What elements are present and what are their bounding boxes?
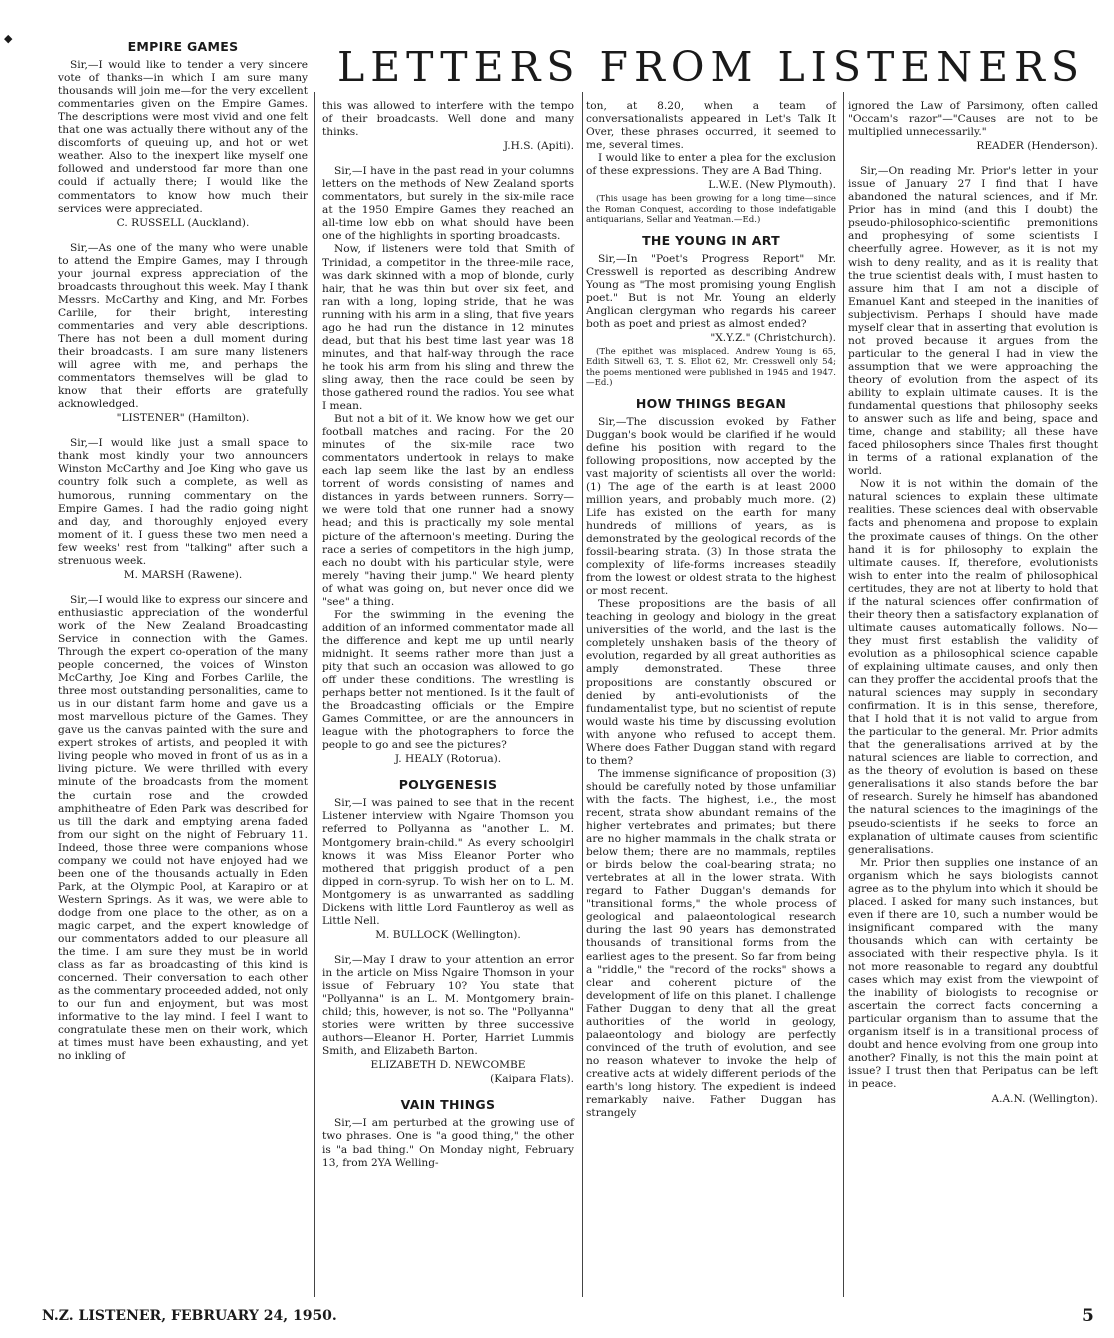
heading-polygenesis: POLYGENESIS xyxy=(398,777,498,793)
letter-paragraph: Now it is not within the domain of the natural sciences to explain these ultimate realities. These sciences deal with observable facts and phenomena and propose to explain the proximate causes of things. On the other hand it is for philosophy to explain the ultimate causes. If, therefore, evolutionists wish to enter into the realm of philosophical certitudes, they are not at liberty to hold that if the natural sciences offer confirmation of their theory then a satisfactory explanation of ultimate causes automatically follows. No—they must first establish the validity of evolution as a philosophical science capable of explaining ultimate causes, and only then can they proffer the accidental proofs that the natural sciences may supply in secondary confirmation. It is in this sense, therefore, that I hold that it is not valid to argue from the particular to the general. Mr. Prior admits that the generalisations arrived at by the natural sciences are liable to correction, and as the theory of evolution is based on these generalisations it also stands before the bar of research. Surely he himself has abandoned the natural sciences to the imaginings of the pseudo-scientists if he seeks to force an explanation of ultimate causes from scientific generalisations. xyxy=(848,478,1098,856)
column-divider xyxy=(843,92,844,1297)
letter-paragraph: Sir,—I would like to express our sincere and enthusiastic appreciation of the wonderful work of the New Zealand Broadcasting Service in connection with the Games. Through the expert co-operation of the many people concerned, the voices of Winston McCarthy, Joe King and Forbes Carlile, the three most outstanding personalities, came to us in our distant farm home and gave us a most marvellous picture of the Games. They gave us the canvas painted with the sure and expert strokes of artists, and peopled it with living people who moved in front of us as in a living picture. We were thrilled with every minute of the broadcasts from the moment the curtain rose and the crowded amphitheatre of Eden Park was described for us till the dark and emptying arena faded from our sight on the night of February 11. Indeed, those three were companions whose company we could not have enjoyed had we been one of the thousands actually in Eden Park, at the Olympic Pool, at Karapiro or at Western Springs. As it was, we were able to dodge from one place to the other, as on a magic carpet, and the expert knowledge of our commentators added to our pleasure all the time. I am sure they must be in world class as far as broadcasting of this kind is concerned. Their conversation to each other as the commentary proceeded added, not only to our fun and enjoyment, but was most informative to the lay mind. I feel I want to congratulate these men on their work, which at times must have been exhausting, and yet no inkling of xyxy=(58,593,308,1063)
letter-paragraph: Sir,—May I draw to your attention an error in the article on Miss Ngaire Thomson in your issue of February 10? You state that "Pollyanna" is an L. M. Montgomery brain-child; this, however, is not so. The "Pollyanna" stories were written by three successive authors—Eleanor H. Porter, Harriet Lummis Smith, and Elizabeth Barton. xyxy=(322,953,574,1058)
page-number: 5 xyxy=(1082,1306,1094,1326)
letter-paragraph: Sir,—I would like just a small space to thank most kindly your two announcers Winston McCarthy and Joe King who gave us country folk such a complete, as well as humorous, running commentary on the Empire Games. I had the radio going night and day, and thoroughly enjoyed every moment of it. I guess these two men need a few weeks' rest from "talking" after such a strenuous week. xyxy=(58,437,308,567)
editor-note: (This usage has been growing for a long time—since the Roman Conquest, according to those indefatigable antiquarians, Sellar and Yeatman.—Ed.) xyxy=(586,194,836,226)
letter-paragraph: Sir,—I was pained to see that in the recent Listener interview with Ngaire Thomson you referred to Pollyanna as "another L. M. Montgomery brain-child." As every schoolgirl knows it was Miss Eleanor Porter who mothered that priggish product of a pen dipped in corn-syrup. To wish her on to L. M. Montgomery is as unwarranted as saddling Dickens with little Lord Fauntleroy as well as Little Nell. xyxy=(322,797,574,927)
letter-signature: READER (Henderson). xyxy=(976,140,1098,153)
letter-paragraph: Now, if listeners were told that Smith of Trinidad, a competitor in the three-mile race, was dark skinned with a mop of blonde, curly hair, that he was thin but over six feet, and ran with a long, loping stride, that he was running with his arm in a sling, that five years ago he had run the distance in 12 minutes dead, but that his best time last year was 18 minutes, and that half-way through the race he took his arm from his sling and threw the sling away, then the race could be seen by those gathered round the radios. You see what I mean. xyxy=(322,243,574,413)
letter-signature: J. HEALY (Rotorua). xyxy=(394,753,502,766)
letter-continuation: this was allowed to interfere with the tempo of their broadcasts. Well done and many thinks. xyxy=(322,100,574,139)
letter-signature: A.A.N. (Wellington). xyxy=(991,1092,1098,1105)
letter-signature: "LISTENER" (Hamilton). xyxy=(116,412,250,425)
letter-paragraph: Sir,—I have in the past read in your columns letters on the methods of New Zealand sports commentators, but surely in the six-mile race at the 1950 Empire Games they reached an all-time low ebb on what should have been one of the highlights in sporting broadcasts. xyxy=(322,165,574,243)
letter-signature: ELIZABETH D. NEWCOMBE xyxy=(370,1059,526,1072)
letter-paragraph: Sir,—In "Poet's Progress Report" Mr. Cresswell is reported as describing Andrew Young as "The most promising young English poet." But is not Mr. Young an elderly Anglican clergyman who regards his career both as poet and priest as almost ended? xyxy=(586,252,836,330)
column-divider xyxy=(582,92,583,1297)
letter-paragraph: But not a bit of it. We know how we get our football matches and racing. For the 20 minutes of the six-mile race two commentators undertook in relays to make each lap seem like the last by an endless torrent of words consisting of names and distances in yards between runners. Sorry—we were told that one runner had a snowy head; and this is practically my sole mental picture of the afternoon's meeting. During the race a series of competitors in the high jump, each no doubt with his particular style, were merely "having their jump." We heard plenty of what was going on, but never once did we "see" a thing. xyxy=(322,413,574,608)
letter-paragraph: Sir,—On reading Mr. Prior's letter in your issue of January 27 I find that I have abandoned the natural sciences, and if Mr. Prior has in mind (and this I doubt) the pseudo-philosophico-scientific premonitions and prophesying of some scientists I cheerfully agree. However, as it is not my wish to deny reality, and as it is reality that the true scientist deals with, I must hasten to assure him that I am not a disciple of Emanuel Kant and steeped in the inanities of subjectivism. Perhaps I should have made myself clear that in asserting that evolution is not proved because it argues from the particular to the general I had in view the assumption that we were approaching the theory of evolution from the aspect of its ability to explain ultimate causes. It is the fundamental questions that philosophy seeks to answer such as life and being, space and time, change and stability; all these have faced philosophers since Thales first thought in terms of a rational explanation of the world. xyxy=(848,165,1098,478)
letter-signature: C. RUSSELL (Auckland). xyxy=(116,216,250,229)
letter-signature: "X.Y.Z." (Christchurch). xyxy=(710,331,836,344)
heading-empire-games: EMPIRE GAMES xyxy=(127,39,239,54)
letter-paragraph: For the swimming in the evening the addition of an informed commentator made all the difference and kept me up until nearly midnight. It seems rather more than just a pity that such an occasion was allowed to go off under these conditions. The wrestling is perhaps better not mentioned. Is it the fault of the Broadcasting officials or the Empire Games Committee, or are the announcers in league with the photographers to force the people to go and see the pictures? xyxy=(322,608,574,752)
column-divider xyxy=(314,92,315,1297)
column-4 xyxy=(848,100,1098,1118)
letter-paragraph: Sir,—The discussion evoked by Father Duggan's book would be clarified if he would define his position with regard to the following propositions, now accepted by the vast majority of scientists all over the world: (1) The age of the earth is at least 2000 million years, and probably much more. (2) Life has existed on the earth for many hundreds of millions of years, as is demonstrated by the geological records of the fossil-bearing strata. (3) In those strata the complexity of life-forms increases steadily from the lowest or oldest strata to the highest or most recent. xyxy=(586,415,836,598)
letter-paragraph: These propositions are the basis of all teaching in geology and biology in the great universities of the world, and the last is the completely unshaken basis of the theory of evolution, regarded by all great authorities as amply demonstrated. These three propositions are constantly obscured or denied by anti-evolutionists of the fundamentalist type, but no scientist of repute would waste his time by discussing evolution with anyone who refused to accept them. Where does Father Duggan stand with regard to them? xyxy=(586,598,836,767)
letter-signature-place: (Kaipara Flats). xyxy=(490,1073,574,1086)
letter-signature: J.H.S. (Apiti). xyxy=(503,140,574,153)
letter-paragraph: Sir,—I would like to tender a very sincere vote of thanks—in which I am sure many thousands will join me—for the very excellent commentaries given on the Empire Games. The descriptions were most vivid and one felt that one was actually there without any of the discomforts of queuing up, and hot or wet weather. Also to the inexpert like myself one followed and understood far more than one could if actually there; I would like the commentators to know how much their services were appreciated. xyxy=(58,59,308,215)
column-3 xyxy=(586,100,836,1120)
letter-signature: M. BULLOCK (Wellington). xyxy=(375,928,521,941)
column-1 xyxy=(58,40,308,1064)
heading-vain-things: VAIN THINGS xyxy=(400,1097,496,1113)
letter-paragraph: Mr. Prior then supplies one instance of an organism which he says biologists cannot agree as to the phylum into which it should be placed. I asked for many such instances, but even if there are 10, such a number would be insignificant compared with the many thousands which can with certainty be associated with their respective phyla. Is it not more reasonable to regard any doubtful cases which may exist from the viewpoint of the inability of biologists to recognise or ascertain the correct facts concerning a particular organism than to assume that the organism itself is in a transitional process of doubt and hence evolving from one group into another? Finally, is not this the main point at issue? I trust then that Peripatus can be left in peace. xyxy=(848,856,1098,1091)
letter-paragraph: Sir,—As one of the many who were unable to attend the Empire Games, may I through your journal express appreciation of the broadcasts throughout this week. May I thank Messrs. McCarthy and King, and Mr. Forbes Carlile, for their bright, interesting commentaries and very able descriptions. There has not been a dull moment during their broadcasts. I am sure many listeners will agree with me, and perhaps the commentators themselves will be glad to know that their efforts are gratefully acknowledged. xyxy=(58,241,308,411)
editor-note: (The epithet was misplaced. Andrew Young is 65, Edith Sitwell 63, T. S. Eliot 62, Mr. Cresswell only 54; the poems mentioned were published in 1945 and 1947.—Ed.) xyxy=(586,346,836,389)
page-corner-mark: ◆ xyxy=(4,32,13,45)
heading-young-in-art: THE YOUNG IN ART xyxy=(642,232,780,248)
letter-continuation: ignored the Law of Parsimony, often called "Occam's razor"—"Causes are not to be multiplied unnecessarily." xyxy=(848,100,1098,139)
column-2 xyxy=(322,100,574,1170)
letter-paragraph: The immense significance of proposition (3) should be carefully noted by those unfamiliar with the facts. The highest, i.e., the most recent, strata show abundant remains of the higher vertebrates and primates; but there are no higher mammals in the chalk strata or below them; there are no mammals, reptiles or birds below the coal-bearing strata; no vertebrates at all in the lower strata. With regard to Father Duggan's demands for "transitional forms," the whole process of geological and palaeontological research during the last 90 years has demonstrated thousands of transitional forms from the earliest ages to the present. So far from being a "riddle," the "record of the rocks" shows a clear and coherent picture of the development of life on this planet. I challenge Father Duggan to deny that all the great authorities of the world in geology, palaeontology and biology are perfectly convinced of the truth of evolution, and see no reason whatever to invoke the help of creative acts at widely different periods of the earth's long history. The expedient is indeed remarkably naive. Father Duggan has strangely xyxy=(586,767,836,1120)
heading-how-things-began: HOW THINGS BEGAN xyxy=(635,395,787,411)
letter-continuation: ton, at 8.20, when a team of conversationalists appeared in Let's Talk It Over, these phrases occurred, it seemed to me, several times. xyxy=(586,100,836,152)
masthead-title: LETTERS FROM LISTENERS xyxy=(336,43,1086,91)
letter-signature: L.W.E. (New Plymouth). xyxy=(708,179,836,192)
letter-paragraph: Sir,—I am perturbed at the growing use of two phrases. One is "a good thing," the other is "a bad thing." On Monday night, February 13, from 2YA Welling- xyxy=(322,1117,574,1169)
footer-publication-date: N.Z. LISTENER, FEBRUARY 24, 1950. xyxy=(42,1308,337,1324)
letter-signature: M. MARSH (Rawene). xyxy=(123,568,243,581)
letter-paragraph: I would like to enter a plea for the exclusion of these expressions. They are A Bad Thing. xyxy=(586,152,836,178)
